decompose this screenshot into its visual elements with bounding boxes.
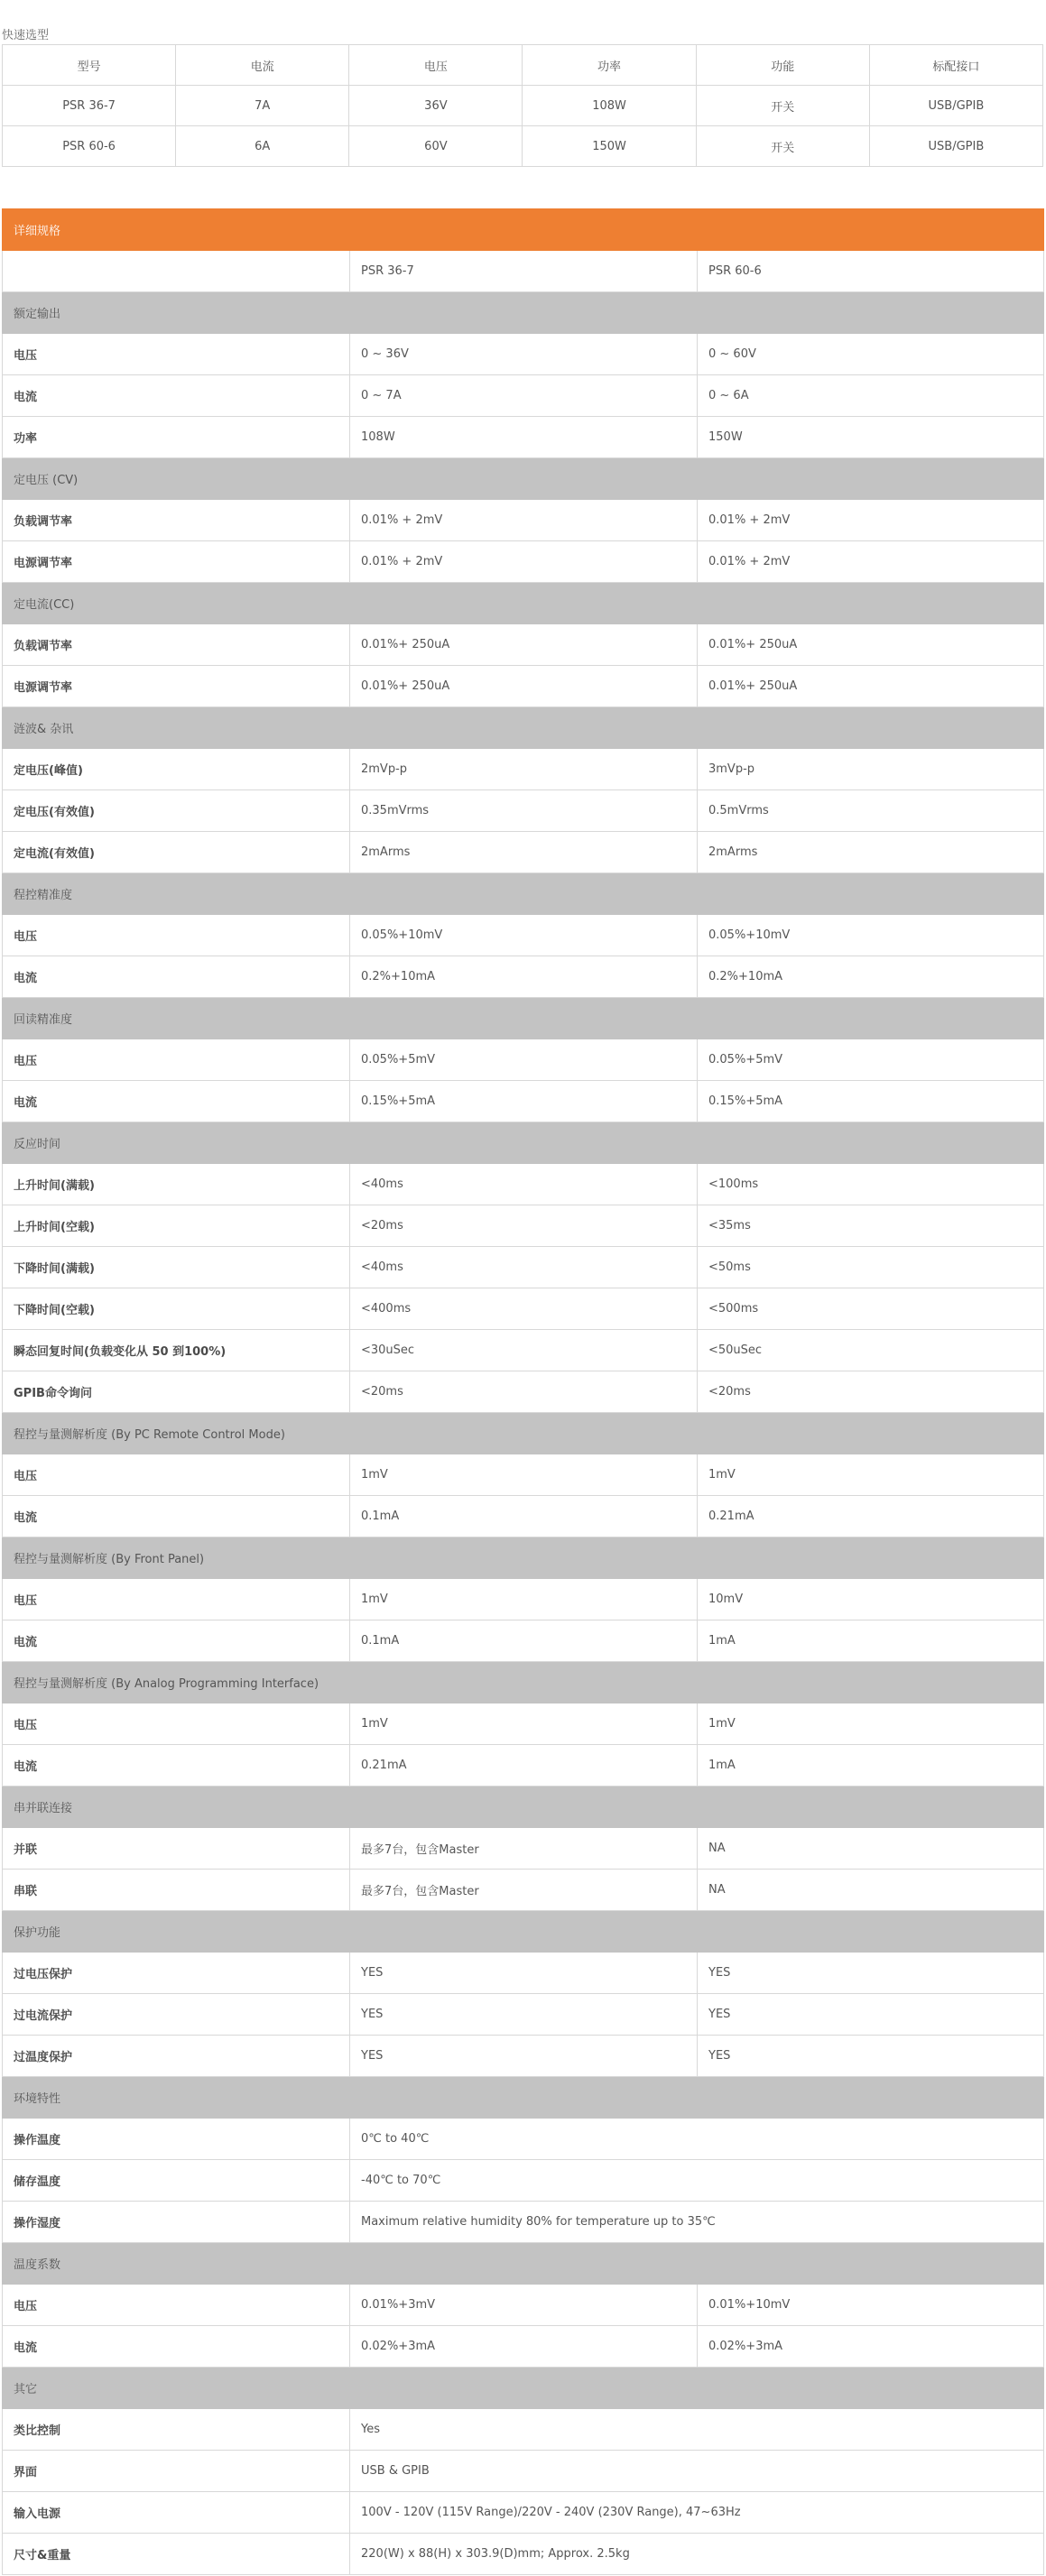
spec-row-value: 100V - 120V (115V Range)/220V - 240V (230V Range), 47~63Hz — [350, 2492, 1044, 2534]
spec-row — [3, 2492, 1044, 2534]
spec-group-header — [3, 1413, 1044, 1454]
spec-row-value: <30uSec — [350, 1330, 698, 1371]
spec-row-value: 0.15%+5mA — [350, 1081, 698, 1122]
spec-row — [3, 1288, 1044, 1330]
quick-cell: USB/GPIB — [869, 126, 1042, 167]
spec-row-value: YES — [350, 2036, 698, 2077]
spec-row-value: -40℃ to 70℃ — [350, 2160, 1044, 2202]
spec-row-label: 电压 — [3, 334, 350, 375]
spec-group-label: 温度系数 — [3, 2243, 1044, 2285]
spec-row-value: Maximum relative humidity 80% for temperature up to 35℃ — [350, 2202, 1044, 2243]
spec-row-label: 负载调节率 — [3, 500, 350, 541]
spec-row-value: 0.05%+10mV — [350, 915, 698, 956]
spec-group-header — [3, 998, 1044, 1039]
spec-row-value: YES — [698, 1953, 1044, 1994]
spec-row-value: 0.2%+10mA — [350, 956, 698, 998]
spec-row-value: 0.5mVrms — [698, 790, 1044, 832]
spec-row-value: 150W — [698, 417, 1044, 458]
spec-group-label: 额定输出 — [3, 292, 1044, 334]
spec-row-value: 0.35mVrms — [350, 790, 698, 832]
spec-group-label: 其它 — [3, 2368, 1044, 2409]
spec-row-value: NA — [698, 1828, 1044, 1870]
spec-row — [3, 1828, 1044, 1870]
spec-row-label: 类比控制 — [3, 2409, 350, 2451]
spec-row-value: 10mV — [698, 1579, 1044, 1620]
spec-group-label: 反应时间 — [3, 1122, 1044, 1164]
spec-row-label: 操作湿度 — [3, 2202, 350, 2243]
spec-row-label: 过电压保护 — [3, 1953, 350, 1994]
spec-row-value: <50uSec — [698, 1330, 1044, 1371]
spec-group-header — [3, 1787, 1044, 1828]
spec-row — [3, 1703, 1044, 1745]
spec-row-value: 0.21mA — [698, 1496, 1044, 1537]
spec-row-value: YES — [698, 1994, 1044, 2036]
spec-row — [3, 956, 1044, 998]
spec-row — [3, 1081, 1044, 1122]
spec-group-header — [3, 1662, 1044, 1703]
spec-row-value: Yes — [350, 2409, 1044, 2451]
spec-row — [3, 624, 1044, 666]
spec-row-label: 过温度保护 — [3, 2036, 350, 2077]
spec-row-value: 0.01%+10mV — [698, 2285, 1044, 2326]
quick-header-row — [3, 45, 1043, 86]
spec-row-value: 0.02%+3mA — [350, 2326, 698, 2368]
spec-group-label: 回读精准度 — [3, 998, 1044, 1039]
spec-row-label: 电压 — [3, 1454, 350, 1496]
spec-row-value: 1mV — [350, 1579, 698, 1620]
spec-row-label: 电流 — [3, 1496, 350, 1537]
spec-row-label: 电源调节率 — [3, 666, 350, 707]
spec-row — [3, 2036, 1044, 2077]
spec-row — [3, 2160, 1044, 2202]
spec-row — [3, 1039, 1044, 1081]
spec-row-label: 电压 — [3, 1703, 350, 1745]
spec-row — [3, 1330, 1044, 1371]
spec-model-name: PSR 36-7 — [350, 251, 698, 292]
spec-group-header — [3, 583, 1044, 624]
spec-row-label: 下降时间(满载) — [3, 1247, 350, 1288]
spec-group-header — [3, 707, 1044, 749]
spec-row-label: 下降时间(空载) — [3, 1288, 350, 1330]
quick-cell: 150W — [523, 126, 696, 167]
spec-group-label: 定电压 (CV) — [3, 458, 1044, 500]
spec-row-value: YES — [350, 1994, 698, 2036]
spec-row-value: 最多7台，包含Master — [350, 1870, 698, 1911]
spec-row-value: 0.15%+5mA — [698, 1081, 1044, 1122]
spec-row — [3, 334, 1044, 375]
spec-row-label: 输入电源 — [3, 2492, 350, 2534]
spec-row — [3, 2326, 1044, 2368]
spec-row-label: 定电流(有效值) — [3, 832, 350, 873]
spec-row — [3, 749, 1044, 790]
spec-row — [3, 666, 1044, 707]
spec-group-header — [3, 458, 1044, 500]
spec-model-row — [3, 251, 1044, 292]
spec-row-label: 尺寸&重量 — [3, 2534, 350, 2575]
spec-row-value: 1mV — [698, 1703, 1044, 1745]
spec-table — [2, 208, 1044, 2575]
quick-cell: 开关 — [696, 126, 869, 167]
spec-row-value: 0℃ to 40℃ — [350, 2119, 1044, 2160]
quick-cell: 7A — [176, 86, 349, 126]
spec-row — [3, 1994, 1044, 2036]
spec-group-label: 串并联连接 — [3, 1787, 1044, 1828]
quick-header-cell: 标配接口 — [869, 45, 1042, 86]
spec-row-label: 功率 — [3, 417, 350, 458]
spec-row — [3, 1454, 1044, 1496]
spec-row-value: 0.1mA — [350, 1620, 698, 1662]
spec-row-label: 过电流保护 — [3, 1994, 350, 2036]
spec-row — [3, 2119, 1044, 2160]
spec-row — [3, 1205, 1044, 1247]
spec-title: 详细规格 — [3, 209, 1044, 251]
spec-row-value: 0.21mA — [350, 1745, 698, 1787]
spec-row-label: 瞬态回复时间(负载变化从 50 到100%) — [3, 1330, 350, 1371]
spec-row — [3, 1745, 1044, 1787]
spec-row-value: 0.05%+5mV — [350, 1039, 698, 1081]
spec-row-label: 电流 — [3, 1620, 350, 1662]
spec-row — [3, 1496, 1044, 1537]
spec-row-value: <20ms — [350, 1205, 698, 1247]
spec-row-value: 0 ~ 36V — [350, 334, 698, 375]
spec-row-label: 上升时间(空载) — [3, 1205, 350, 1247]
quick-header-cell: 功率 — [523, 45, 696, 86]
spec-row-value: 0.1mA — [350, 1496, 698, 1537]
spec-row-value: 1mV — [350, 1703, 698, 1745]
spec-row-label: 负载调节率 — [3, 624, 350, 666]
spec-row-value: <400ms — [350, 1288, 698, 1330]
spec-row-value: 0.01%+3mV — [350, 2285, 698, 2326]
spec-row — [3, 2534, 1044, 2575]
spec-row-value: 1mV — [698, 1454, 1044, 1496]
quick-cell: 108W — [523, 86, 696, 126]
spec-row — [3, 1953, 1044, 1994]
spec-group-header — [3, 2077, 1044, 2119]
spec-row — [3, 375, 1044, 417]
spec-row — [3, 417, 1044, 458]
spec-row-value: 2mArms — [698, 832, 1044, 873]
quick-row — [3, 86, 1043, 126]
spec-row-label: 电源调节率 — [3, 541, 350, 583]
quick-header-cell: 功能 — [696, 45, 869, 86]
quick-cell: 6A — [176, 126, 349, 167]
spec-row-value: 0.05%+5mV — [698, 1039, 1044, 1081]
spec-row — [3, 500, 1044, 541]
spec-row-label: 电流 — [3, 2326, 350, 2368]
spec-model-name: PSR 60-6 — [698, 251, 1044, 292]
quick-cell: USB/GPIB — [869, 86, 1042, 126]
spec-group-header — [3, 1911, 1044, 1953]
spec-row-label: 定电压(峰值) — [3, 749, 350, 790]
spec-row-label: 电流 — [3, 375, 350, 417]
quick-cell: PSR 60-6 — [3, 126, 176, 167]
spec-group-label: 环境特性 — [3, 2077, 1044, 2119]
spec-row-value: <500ms — [698, 1288, 1044, 1330]
spec-row-value: 220(W) x 88(H) x 303.9(D)mm; Approx. 2.5kg — [350, 2534, 1044, 2575]
spec-row-value: 1mA — [698, 1620, 1044, 1662]
spec-row-value: 最多7台，包含Master — [350, 1828, 698, 1870]
spec-row-label: 界面 — [3, 2451, 350, 2492]
spec-row-value: 2mArms — [350, 832, 698, 873]
spec-row-label: 储存温度 — [3, 2160, 350, 2202]
spec-group-header — [3, 1537, 1044, 1579]
quick-header-cell: 电压 — [349, 45, 523, 86]
spec-group-header — [3, 2368, 1044, 2409]
spec-row — [3, 1620, 1044, 1662]
spec-row — [3, 2285, 1044, 2326]
spec-row-label: 电流 — [3, 1745, 350, 1787]
spec-row-value: 0 ~ 6A — [698, 375, 1044, 417]
spec-title-row — [3, 209, 1044, 251]
spec-row-value: 0.01%+ 250uA — [350, 666, 698, 707]
spec-row-value: 0.05%+10mV — [698, 915, 1044, 956]
spec-row-value: <100ms — [698, 1164, 1044, 1205]
spec-row-value: <40ms — [350, 1247, 698, 1288]
quick-cell: 36V — [349, 86, 523, 126]
spec-row-value: <40ms — [350, 1164, 698, 1205]
spec-row-value: YES — [350, 1953, 698, 1994]
spec-row — [3, 790, 1044, 832]
spec-row-label: 串联 — [3, 1870, 350, 1911]
spec-group-label: 程控精准度 — [3, 873, 1044, 915]
spec-row-label: 电流 — [3, 1081, 350, 1122]
spec-group-label: 定电流(CC) — [3, 583, 1044, 624]
spec-row-value: YES — [698, 2036, 1044, 2077]
spec-row-label: 电压 — [3, 1039, 350, 1081]
spec-group-header — [3, 292, 1044, 334]
spec-row-label: 电流 — [3, 956, 350, 998]
quick-cell: 60V — [349, 126, 523, 167]
spec-row-value: 2mVp-p — [350, 749, 698, 790]
spec-row-value: 108W — [350, 417, 698, 458]
spec-row-value: 0.01% + 2mV — [350, 541, 698, 583]
spec-row — [3, 2451, 1044, 2492]
spec-row-value: 1mA — [698, 1745, 1044, 1787]
spec-row-value: 1mV — [350, 1454, 698, 1496]
spec-row-value: 0.02%+3mA — [698, 2326, 1044, 2368]
quick-cell: PSR 36-7 — [3, 86, 176, 126]
quick-select-title: 快速选型 — [2, 29, 50, 42]
spec-row-value: 0.01%+ 250uA — [698, 624, 1044, 666]
spec-row — [3, 541, 1044, 583]
spec-row — [3, 2202, 1044, 2243]
spec-row-value: 0.01%+ 250uA — [698, 666, 1044, 707]
spec-row-label: 上升时间(满载) — [3, 1164, 350, 1205]
spec-group-label: 程控与量测解析度 (By Front Panel) — [3, 1537, 1044, 1579]
spec-row-label: 并联 — [3, 1828, 350, 1870]
spec-row-value: 0.01% + 2mV — [698, 541, 1044, 583]
spec-row-label: 电压 — [3, 2285, 350, 2326]
spec-group-label: 程控与量测解析度 (By PC Remote Control Mode) — [3, 1413, 1044, 1454]
spec-group-label: 程控与量测解析度 (By Analog Programming Interface) — [3, 1662, 1044, 1703]
spec-row-value: 3mVp-p — [698, 749, 1044, 790]
spec-group-header — [3, 1122, 1044, 1164]
spec-row-value: <50ms — [698, 1247, 1044, 1288]
spec-row — [3, 1247, 1044, 1288]
spec-row-value: 0 ~ 7A — [350, 375, 698, 417]
spec-row-value: 0 ~ 60V — [698, 334, 1044, 375]
spec-row — [3, 1579, 1044, 1620]
spec-row-label: 定电压(有效值) — [3, 790, 350, 832]
spec-row — [3, 1870, 1044, 1911]
spec-row-value: 0.01% + 2mV — [698, 500, 1044, 541]
spec-row — [3, 915, 1044, 956]
spec-group-label: 涟波& 杂讯 — [3, 707, 1044, 749]
spec-row-value: NA — [698, 1870, 1044, 1911]
spec-row — [3, 1371, 1044, 1413]
spec-row-value: 0.01%+ 250uA — [350, 624, 698, 666]
spec-row — [3, 2409, 1044, 2451]
spec-row-label: GPIB命令询问 — [3, 1371, 350, 1413]
spec-group-header — [3, 873, 1044, 915]
spec-row-value: 0.2%+10mA — [698, 956, 1044, 998]
quick-header-cell: 电流 — [176, 45, 349, 86]
spec-row-label: 电压 — [3, 915, 350, 956]
spec-row-value: USB & GPIB — [350, 2451, 1044, 2492]
spec-model-blank — [3, 251, 350, 292]
spec-row-label: 操作温度 — [3, 2119, 350, 2160]
quick-cell: 开关 — [696, 86, 869, 126]
quick-select-table — [2, 44, 1043, 167]
spec-row — [3, 1164, 1044, 1205]
spec-row-value: <20ms — [698, 1371, 1044, 1413]
spec-row — [3, 832, 1044, 873]
spec-row-label: 电压 — [3, 1579, 350, 1620]
spec-group-header — [3, 2243, 1044, 2285]
quick-header-cell: 型号 — [3, 45, 176, 86]
spec-group-label: 保护功能 — [3, 1911, 1044, 1953]
spec-row-value: <35ms — [698, 1205, 1044, 1247]
spec-row-value: 0.01% + 2mV — [350, 500, 698, 541]
quick-row — [3, 126, 1043, 167]
spec-row-value: <20ms — [350, 1371, 698, 1413]
